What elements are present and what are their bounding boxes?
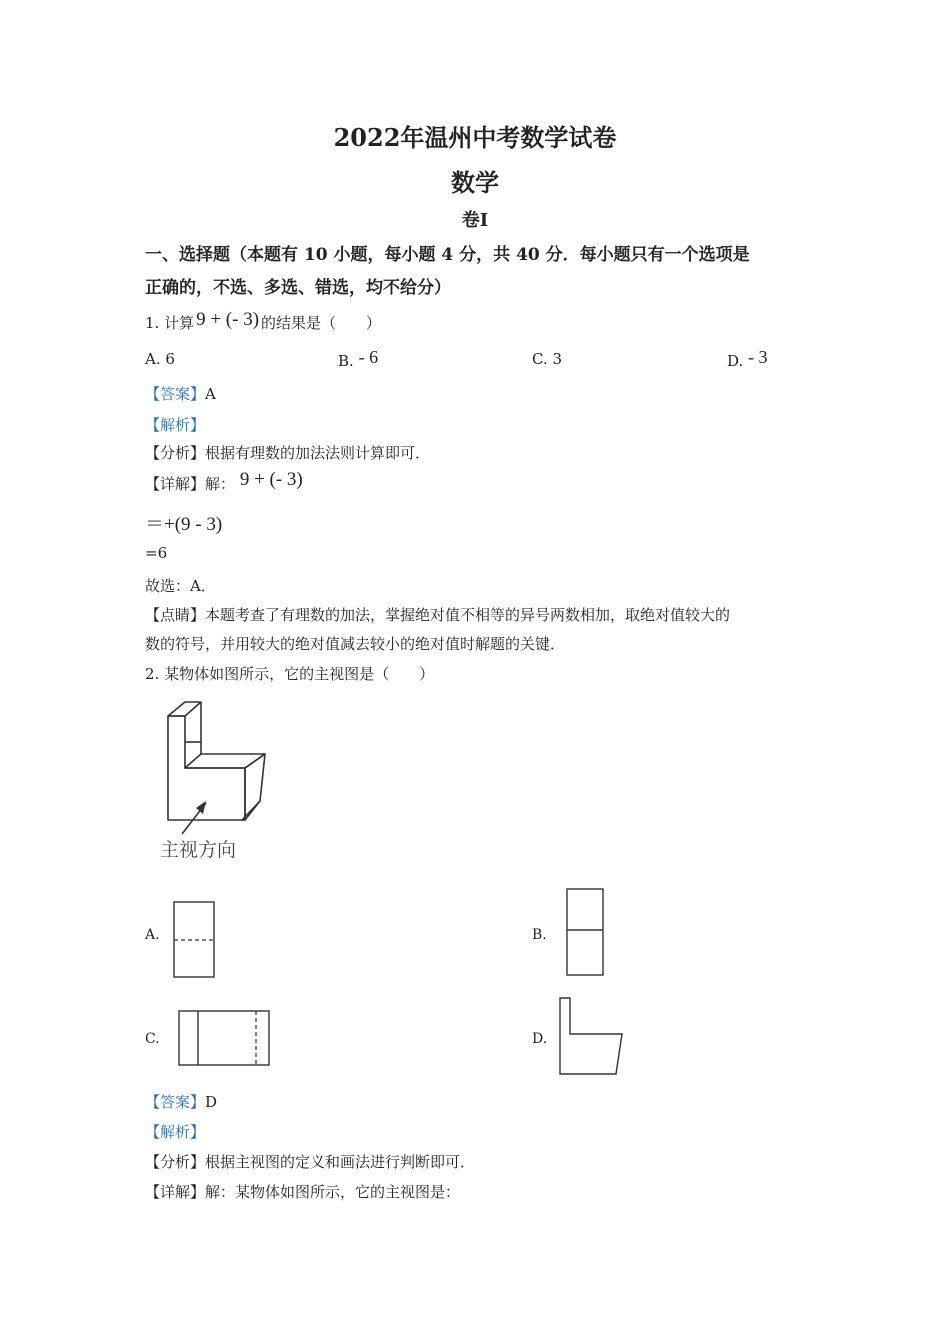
view-direction-caption: 主视方向 [160,839,237,861]
q1-option-d: D. - 3 [727,347,768,370]
q2-detail: 【详解】解：某物体如图所示，它的主视图是： [145,1183,461,1201]
q2-option-d-label: D. [532,1031,548,1047]
q1-dianjing-line2: 数的符号，并用较大的绝对值减去较小的绝对值时解题的关键． [145,635,566,653]
q2-fenxi: 【分析】根据主视图的定义和画法进行判断即可． [145,1153,476,1171]
q2-answer: 【答案】D [145,1093,218,1111]
q1-detail: 【详解】解： 9 + (- 3) [145,469,303,493]
q1-fenxi: 【分析】根据有理数的加法法则计算即可． [145,444,431,462]
q1-option-b: B. - 6 [338,347,379,370]
question-1 [145,309,382,334]
q2-option-c-figure [178,1010,272,1068]
volume-heading: 卷Ⅰ [461,210,489,231]
q2-option-d-figure [558,996,628,1078]
q1-analysis-tag: 【解析】 [145,416,206,434]
q2-option-b-label: B. [532,927,547,943]
section-heading-line2: 正确的，不选、多选、错选，均不给分） [145,278,451,298]
q2-option-a-label: A. [145,927,160,943]
q2-option-c-label: C. [145,1031,160,1047]
q1-option-a: A. 6 [145,350,175,368]
q2-option-b-figure [566,888,606,978]
q1-expression: 9 + (- 3) [196,309,260,330]
q1-suffix: 的结果是（ ） [261,314,382,332]
q1-prefix: 1. 计算 [145,314,195,332]
question-2: 2. 某物体如图所示，它的主视图是（ ） [145,665,435,683]
section-heading-line1: 一、选择题（本题有 10 小题，每小题 4 分，共 40 分．每小题只有一个选项是 [145,245,750,265]
q2-analysis-tag: 【解析】 [145,1123,206,1141]
q1-step3: =6 [145,544,168,562]
q1-option-c: C. 3 [532,350,563,368]
q1-dianjing-line1: 【点睛】本题考查了有理数的加法，掌握绝对值不相等的异号两数相加，取绝对值较大的 [145,606,731,624]
subject-heading: 数学 [451,168,499,197]
q1-step2: ＝+(9 - 3) [145,514,223,535]
q1-choice: 故选：A． [145,577,216,595]
object-3d-figure [150,696,280,866]
answer-tag: 【答案】 [145,385,206,403]
q2-option-a-figure [173,901,217,979]
q1-answer: 【答案】A [145,385,216,403]
document-title: 2022年温州中考数学试卷 [333,123,617,152]
